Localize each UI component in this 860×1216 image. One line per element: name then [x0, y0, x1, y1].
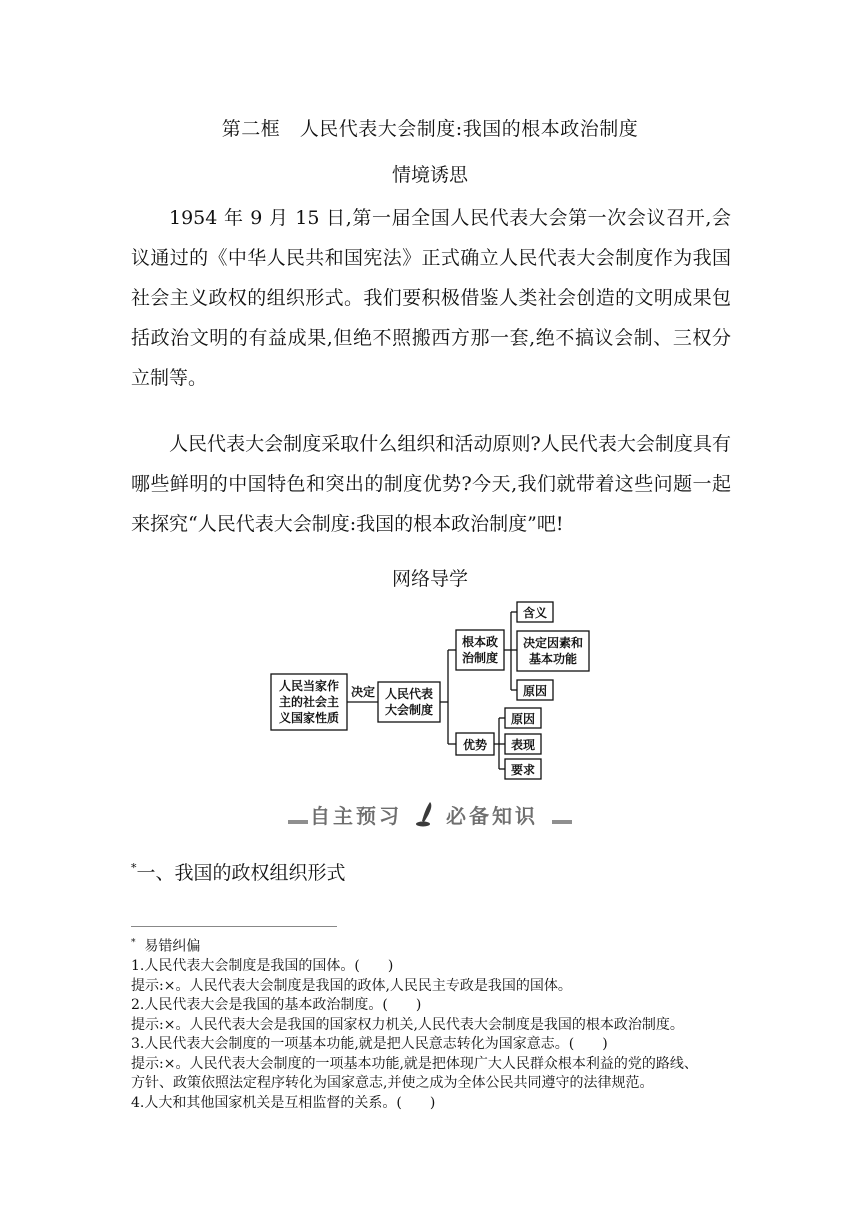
footnote-line: 3.人民代表大会制度的一项基本功能,就是把人民意志转化为国家意志。( ) [131, 1036, 608, 1053]
banner-left-text: 自主预习 [310, 804, 402, 828]
question-paragraph: 人民代表大会制度采取什么组织和活动原则?人民代表大会制度具有哪些鲜明的中国特色和突出的制度优势?今天,我们就带着这些问题一起来探究“人民代表大会制度:我国的根本政治制度”吧! [131, 433, 731, 535]
page-title: 第二框 人民代表大会制度:我国的根本政治制度 [221, 118, 639, 140]
footnote-heading: * 易错纠偏 [131, 938, 201, 955]
section-heading: *一、我国的政权组织形式 [131, 861, 346, 884]
section-banner [288, 800, 572, 828]
branch2-label: 优势 [462, 738, 488, 752]
branch2-item-performance: 表现 [510, 738, 536, 752]
link-label: 决定 [350, 685, 376, 699]
footnote-divider [131, 926, 337, 927]
quill-pen-icon [414, 800, 442, 828]
branch2-item-reason: 原因 [510, 712, 536, 726]
intro-paragraph: 1954 年 9 月 15 日,第一届全国人民代表大会第一次会议召开,会议通过的《中华人民共和国宪法》正式确立人民代表大会制度作为我国社会主义政权的组织形式。我们要积极借鉴人类社会创造的文明成果包括政治文明的有益成果,但绝不照搬西方那一套,绝不搞议会制、三权分立制等。 [131, 207, 731, 389]
root-line-3: 义国家性质 [278, 711, 340, 725]
center-line-1: 人民代表 [384, 687, 434, 701]
branch1-line-2: 治制度 [461, 651, 499, 665]
branch1-item-meaning: 含义 [522, 606, 548, 620]
branch1-line-1: 根本政 [461, 635, 499, 649]
branch2-item-requirement: 要求 [510, 763, 536, 777]
footnote-line: 提示:×。人民代表大会制度的一项基本功能,就是把体现广大人民群众根本利益的党的路线、 [131, 1055, 698, 1072]
footnote-line: 2.人民代表大会是我国的基本政治制度。( ) [131, 997, 422, 1014]
footnote-line: 方针、政策依照法定程序转化为国家意志,并使之成为全体公民共同遵守的法律规范。 [131, 1075, 654, 1092]
footnote-block [131, 934, 751, 1113]
root-line-1: 人民当家作 [278, 679, 340, 693]
footnote-line: 提示:×。人民代表大会制度是我国的政体,人民民主专政是我国的国体。 [131, 977, 572, 994]
network-heading: 网络导学 [391, 568, 468, 590]
center-line-2: 大会制度 [384, 703, 434, 717]
footnote-line: 1.人民代表大会制度是我国的国体。( ) [131, 958, 394, 975]
branch1-item-factors-2: 基本功能 [528, 652, 578, 666]
footnote-line: 提示:×。人民代表大会是我国的国家权力机关,人民代表大会制度是我国的根本政治制度。 [131, 1016, 684, 1033]
knowledge-mind-map [265, 598, 595, 783]
footnote-line: 4.人大和其他国家机关是互相监督的关系。( ) [131, 1094, 436, 1111]
situation-heading: 情境诱思 [391, 164, 468, 186]
branch1-item-factors-1: 决定因素和 [522, 636, 584, 650]
root-line-2: 主的社会主 [278, 695, 340, 709]
banner-right-text: 必备知识 [446, 804, 538, 828]
branch1-item-reason: 原因 [522, 684, 548, 698]
